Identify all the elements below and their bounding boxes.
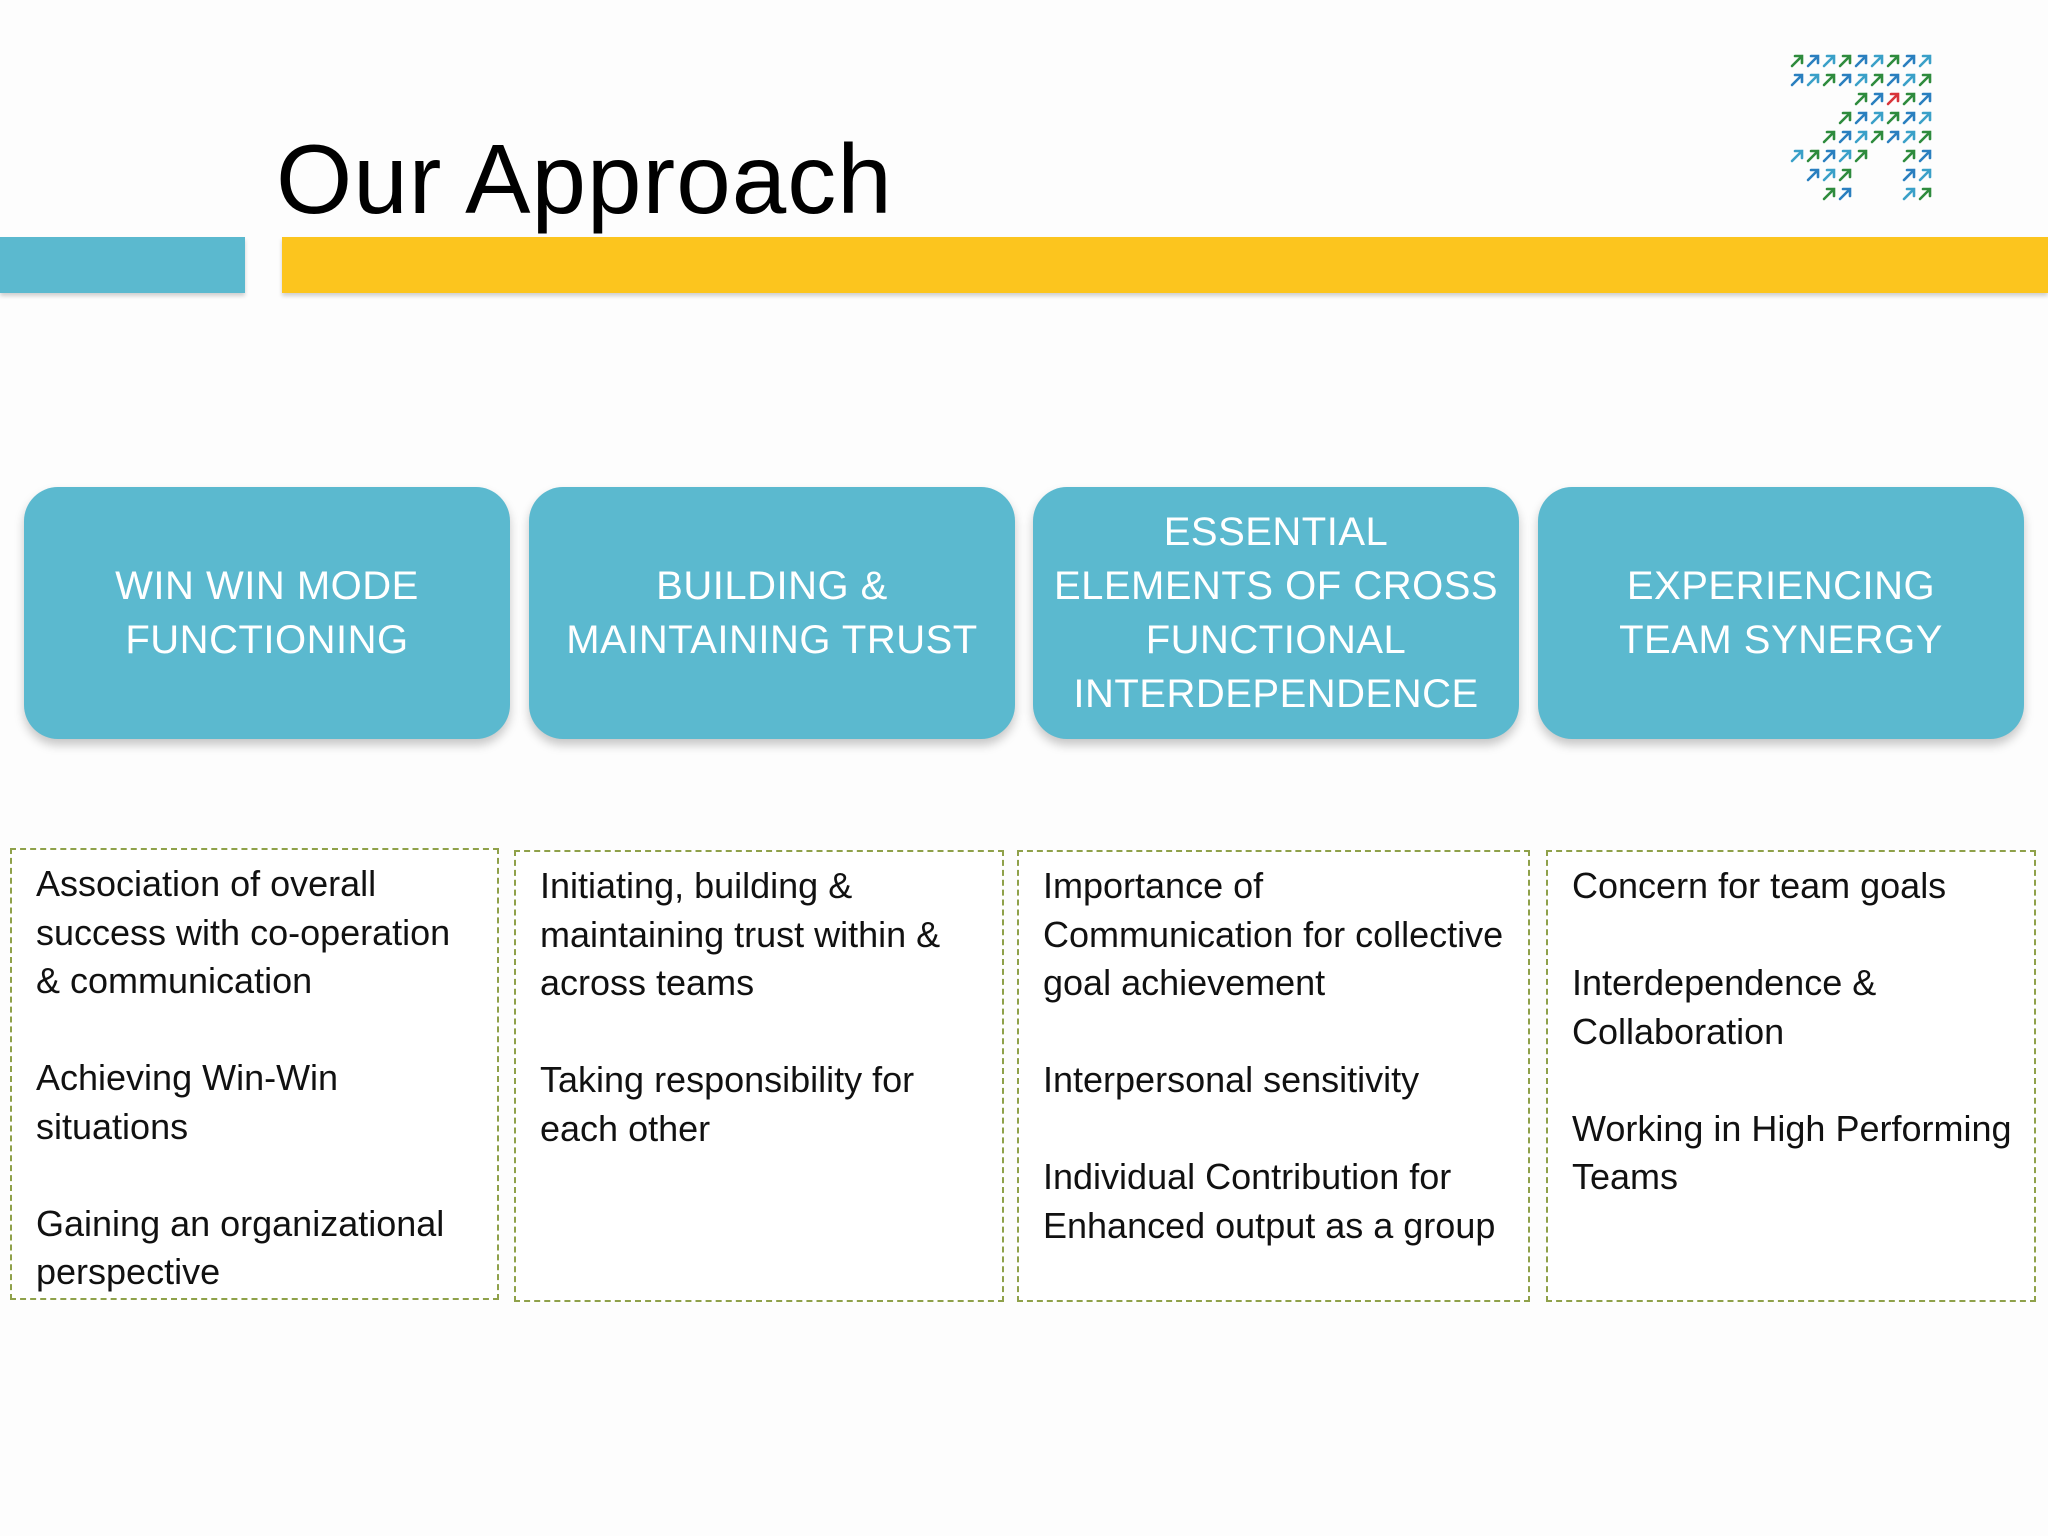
logo-arrow-mark [1856, 56, 1866, 66]
logo-arrow-mark [1840, 170, 1850, 180]
logo-arrow-mark [1904, 132, 1914, 142]
detail-point: Concern for team goals [1572, 865, 1947, 906]
logo-arrow-mark [1904, 151, 1914, 161]
logo-arrow-mark [1920, 151, 1930, 161]
logo-arrow-mark [1904, 75, 1914, 85]
logo-arrow-mark [1840, 151, 1850, 161]
logo-arrow-mark [1808, 170, 1818, 180]
logo-arrow-mark [1840, 56, 1850, 66]
detail-point: Interdependence & Collaboration [1572, 962, 1877, 1052]
detail-point: Interpersonal sensitivity [1043, 1059, 1420, 1100]
logo-arrow-mark [1888, 75, 1898, 85]
logo-arrow-mark [1824, 189, 1834, 199]
logo-arrow-mark [1792, 75, 1802, 85]
logo-arrow-mark [1824, 75, 1834, 85]
logo-arrow-mark [1824, 56, 1834, 66]
column-heading-label: BUILDING & MAINTAINING TRUST [566, 564, 978, 662]
logo-arrow-mark [1808, 75, 1818, 85]
logo-arrow-mark [1904, 94, 1914, 104]
logo-arrow-mark [1840, 189, 1850, 199]
logo-arrow-mark [1920, 132, 1930, 142]
logo-arrow-mark [1824, 151, 1834, 161]
logo-arrow-mark [1920, 189, 1930, 199]
column-heading-synergy [1538, 487, 2024, 739]
detail-point: Gaining an organizational perspective [36, 1202, 445, 1292]
logo-arrow-mark [1792, 151, 1802, 161]
logo-arrow-mark [1808, 56, 1818, 66]
column-details-win-win [10, 848, 499, 1300]
header-accent-bar-yellow [282, 237, 2048, 293]
column-heading-label: WIN WIN MODE FUNCTIONING [115, 564, 419, 662]
logo-arrow-mark [1872, 94, 1882, 104]
logo-arrow-mark [1840, 113, 1850, 123]
logo-arrow-mark [1904, 189, 1914, 199]
logo-arrow-mark [1824, 170, 1834, 180]
logo-arrow-mark [1904, 113, 1914, 123]
logo-arrow-mark [1808, 151, 1818, 161]
logo-arrow-mark [1920, 56, 1930, 66]
logo-arrow-mark [1856, 94, 1866, 104]
logo-arrow-mark [1888, 56, 1898, 66]
logo-arrow-mark [1920, 75, 1930, 85]
column-details-interdependence [1017, 850, 1530, 1302]
logo-arrow-mark [1872, 113, 1882, 123]
logo-arrow-mark [1920, 94, 1930, 104]
logo-arrow-mark [1872, 56, 1882, 66]
logo-arrow-mark [1824, 132, 1834, 142]
column-details-synergy [1546, 850, 2036, 1302]
column-heading-label: EXPERIENCING TEAM SYNERGY [1619, 564, 1943, 662]
logo-arrow-mark [1904, 170, 1914, 180]
logo-arrow-mark [1840, 132, 1850, 142]
logo-arrow-mark [1872, 75, 1882, 85]
column-details-trust [514, 850, 1004, 1302]
logo-arrow-mark [1856, 151, 1866, 161]
detail-point: Association of overall success with co-operation & communication [36, 863, 451, 1001]
slide-title: Our Approach [276, 124, 893, 234]
logo-arrow-mark [1920, 113, 1930, 123]
detail-point: Achieving Win-Win situations [36, 1057, 339, 1147]
logo-arrow-mark [1856, 132, 1866, 142]
detail-point: Initiating, building & maintaining trust within & across teams [540, 865, 941, 1003]
logo-arrow-mark [1904, 56, 1914, 66]
column-heading-interdependence [1033, 487, 1519, 739]
logo-arrow-mark [1792, 56, 1802, 66]
logo-arrow-mark [1920, 170, 1930, 180]
logo-arrow-mark [1872, 132, 1882, 142]
detail-point: Individual Contribution for Enhanced output as a group [1043, 1156, 1496, 1246]
logo-arrow-mark [1856, 113, 1866, 123]
logo-arrow-mark [1840, 75, 1850, 85]
detail-point: Working in High Performing Teams [1572, 1107, 2012, 1197]
detail-point: Importance of Communication for collective goal achievement [1043, 865, 1504, 1003]
header-accent-bar-teal [0, 237, 245, 293]
arrows-grid-logo-icon [1790, 50, 1942, 210]
logo-arrow-mark [1888, 94, 1898, 104]
column-heading-win-win [24, 487, 510, 739]
logo-arrow-mark [1888, 113, 1898, 123]
column-heading-trust [529, 487, 1015, 739]
logo-arrow-mark [1888, 132, 1898, 142]
logo-arrow-mark [1856, 75, 1866, 85]
column-heading-label: ESSENTIAL ELEMENTS OF CROSS FUNCTIONAL INTERDEPENDENCE [1053, 510, 1499, 716]
detail-point: Taking responsibility for each other [540, 1059, 915, 1149]
